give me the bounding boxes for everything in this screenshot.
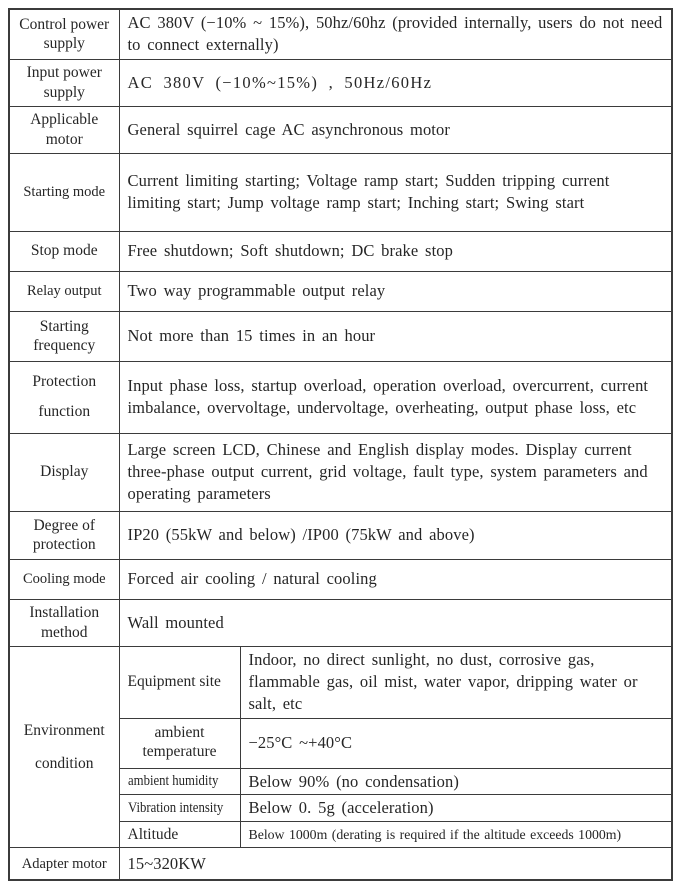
sub-row-value: Below 0. 5g (acceleration): [240, 795, 672, 822]
row-control-power-supply: [9, 9, 672, 59]
row-relay-output: [9, 271, 672, 311]
row-value: Input phase loss, startup overload, operation overload, overcurrent, current imbalance, overvoltage, undervoltage, overheating, output phase loss, etc: [119, 361, 672, 433]
row-input-power-supply: [9, 59, 672, 106]
sub-row-value: Indoor, no direct sunlight, no dust, corrosive gas, flammable gas, oil mist, water vapor, dripping water or salt, etc: [240, 646, 672, 718]
row-label: Display: [9, 433, 119, 511]
row-label: Control power supply: [9, 9, 119, 59]
row-value: 15~320KW: [119, 848, 672, 880]
row-starting-frequency: [9, 311, 672, 361]
sub-row-label-text: Vibration intensity: [127, 799, 223, 816]
row-value: Large screen LCD, Chinese and English display modes. Display current three-phase output current, grid voltage, fault type, system parameters and operating parameters: [119, 433, 672, 511]
row-label: Degree of protection: [9, 511, 119, 559]
row-label: Adapter motor: [9, 848, 119, 880]
row-display: [9, 433, 672, 511]
sub-row-label: Equipment site: [119, 646, 240, 718]
row-value: IP20 (55kW and below) /IP00 (75kW and above): [119, 511, 672, 559]
row-label: Input power supply: [9, 59, 119, 106]
row-value: AC 380V (−10%~15%) , 50Hz/60Hz: [119, 59, 672, 106]
row-environment-equipment-site: [9, 646, 672, 718]
sub-row-label: [119, 795, 240, 822]
row-label: Stop mode: [9, 231, 119, 271]
sub-row-value: Below 1000m (derating is required if the altitude exceeds 1000m): [240, 822, 672, 848]
row-label: Starting mode: [9, 153, 119, 231]
sub-row-label-text: ambient humidity: [127, 772, 218, 789]
row-value: Wall mounted: [119, 599, 672, 646]
row-value: Free shutdown; Soft shutdown; DC brake stop: [119, 231, 672, 271]
row-degree-of-protection: [9, 511, 672, 559]
row-label: Starting frequency: [9, 311, 119, 361]
sub-row-label: ambient temperature: [119, 718, 240, 768]
row-protection-function: [9, 361, 672, 433]
row-label: Applicable motor: [9, 106, 119, 153]
row-value: Two way programmable output relay: [119, 271, 672, 311]
row-applicable-motor: [9, 106, 672, 153]
row-value: Not more than 15 times in an hour: [119, 311, 672, 361]
row-label: Relay output: [9, 271, 119, 311]
row-adapter-motor: [9, 848, 672, 880]
sub-row-value: Below 90% (no condensation): [240, 768, 672, 795]
sub-row-label: Altitude: [119, 822, 240, 848]
row-label: Protection function: [9, 361, 119, 433]
sub-row-value: −25°C ~+40°C: [240, 718, 672, 768]
row-label: Cooling mode: [9, 559, 119, 599]
specification-table: [8, 8, 673, 881]
row-cooling-mode: [9, 559, 672, 599]
row-value: AC 380V (−10% ~ 15%), 50hz/60hz (provided internally, users do not need to connect externally): [119, 9, 672, 59]
row-value: Current limiting starting; Voltage ramp start; Sudden tripping current limiting start; Jump voltage ramp start; Inching start; Swing start: [119, 153, 672, 231]
row-value: General squirrel cage AC asynchronous motor: [119, 106, 672, 153]
row-starting-mode: [9, 153, 672, 231]
sub-row-label: [119, 768, 240, 795]
row-stop-mode: [9, 231, 672, 271]
row-installation-method: [9, 599, 672, 646]
row-label: Environment condition: [9, 646, 119, 848]
row-label: Installation method: [9, 599, 119, 646]
row-value: Forced air cooling / natural cooling: [119, 559, 672, 599]
